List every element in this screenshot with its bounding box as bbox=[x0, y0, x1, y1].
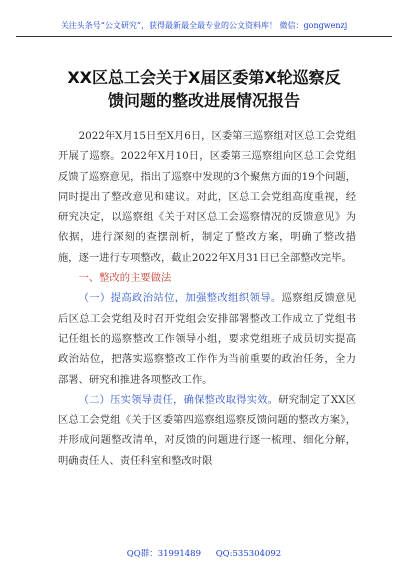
document-title bbox=[20, 66, 388, 112]
footer-qq-group: QQ群：31991489 bbox=[126, 549, 201, 559]
page-header-banner: 关注头条号“公文研究”，获得最新最全最专业的公文资料库！ 微信：gongwenzj bbox=[16, 18, 392, 37]
document-body bbox=[58, 126, 356, 471]
subsection-2-body: 研究制定了XX区区总工会党组《关于区委第四巡察组巡察反馈问题的整改方案》，并形成问题整改清单，对反馈的问题进行逐一梳理、细化分解，明确责任人、责任科室和整改时限 bbox=[58, 393, 356, 467]
footer-qq: QQ:535304092 bbox=[215, 549, 282, 559]
paragraph-intro: 2022年X月15日至X月6日，区委第三巡察组对区总工会党组开展了巡察。2022年X月10日，区委第三巡察组向区总工会党组反馈了巡察意见，指出了巡察中发现的3个聚焦方面的19个问题，同时提出了整改意见和建议。对此，区总工会党组高度重视，经研究决定，以巡察组《关于对区总工会巡察情况的反馈意见》为依据，进行深刻的查摆剖析，制定了整改方案，明确了整改措施，逐一进行专项整改，截止2022年X月31日已全部整改完毕。 bbox=[58, 130, 356, 264]
subsection-2 bbox=[58, 390, 356, 471]
section-heading: 一、整改的主要做法 bbox=[78, 272, 172, 285]
title-line-2: 馈问题的整改进展情况报告 bbox=[107, 91, 300, 110]
subsection-1-heading: （一）提高政治站位，加强整改组织领导。 bbox=[78, 292, 282, 305]
subsection-1-body: 巡察组反馈意见后区总工会党组及时召开党组会安排部署整改工作成立了党组书记任组长的巡察整改工作领导小组，要求党组班子成员切实提高政治站位，把落实巡察整改工作作为当前重要的政治任务，全力部署、研究和推进各项整改工作。 bbox=[58, 292, 357, 386]
subsection-1 bbox=[58, 288, 356, 389]
page-footer bbox=[0, 547, 408, 561]
subsection-2-heading: （二）压实领导责任，确保整改取得实效。 bbox=[78, 393, 279, 406]
title-line-1: XX区总工会关于X届区委第X轮巡察反 bbox=[67, 68, 341, 87]
